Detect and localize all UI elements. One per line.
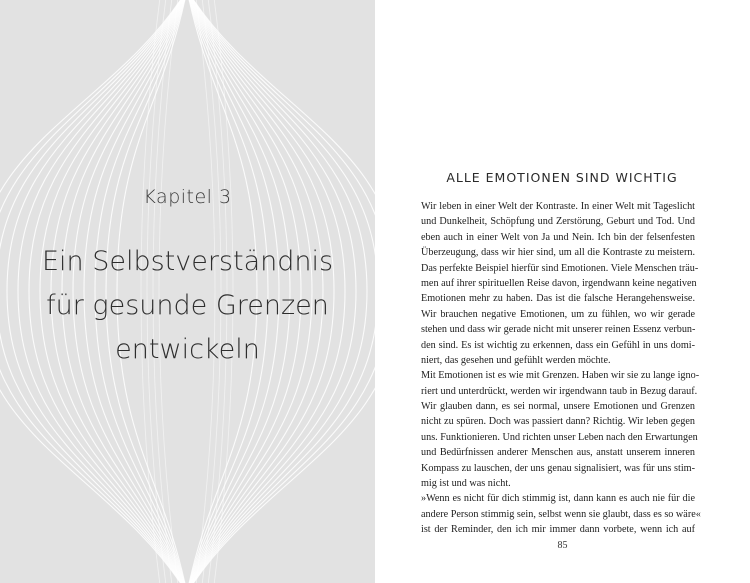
text-line: »Wenn es nicht für dich stimmig ist, dann kann es auch nie für die — [421, 493, 695, 505]
text-line: den sind. Es ist wichtig zu erkennen, dass ein Gefühl in uns domi- — [421, 339, 695, 351]
text-line: nicht zu spüren. Doch was passiert dann? Richtig. Wir leben gegen — [421, 416, 695, 428]
chapter-title-line: für gesunde Grenzen — [46, 290, 329, 321]
text-line: Das perfekte Beispiel hierfür sind Emotionen. Viele Menschen träu- — [421, 262, 699, 274]
text-line: riert und unterdrückt, werden wir irgendwann taub in Bezug darauf. — [421, 385, 698, 397]
text-line: mig ist und was nicht. — [421, 478, 511, 490]
text-line: eben auch in einer Welt von Ja und Nein. Ich bin der felsenfesten — [421, 231, 695, 243]
text-line: Wir glauben dann, es sei normal, unsere Emotionen und Grenzen — [421, 401, 695, 413]
text-line: men auf ihrer spirituellen Reise davon, irgendwann keine negativen — [421, 277, 697, 289]
text-line: und Bedürfnissen anderer Menschen aus, anstatt unserem inneren — [421, 447, 695, 459]
text-page — [375, 0, 750, 583]
text-line: ist der Reminder, den ich mir immer dann vorbete, wenn ich auf — [421, 524, 695, 536]
text-line: Emotionen mehr zu haben. Das ist die falsche Herangehensweise. — [421, 293, 695, 305]
page-number: 85 — [557, 540, 568, 551]
chapter-title — [0, 240, 375, 372]
chapter-title-line: Ein Selbstverständnis — [41, 246, 334, 277]
text-line: Überzeugung, dass wir hier sind, um all die Kontraste zu meistern. — [421, 247, 695, 259]
chapter-label: Kapitel 3 — [143, 186, 232, 208]
text-line: uns. Funktionieren. Und richten unser Leben nach den Erwartungen — [421, 431, 698, 443]
text-line: Wir brauchen negative Emotionen, um zu fühlen, wo wir gerade — [421, 308, 695, 320]
text-line: Kompass zu lauschen, der uns genau signalisiert, was für uns stim- — [421, 462, 695, 474]
text-line: Wir leben in einer Welt der Kontraste. In einer Welt mit Tageslicht — [421, 201, 695, 212]
text-line: Mit Emotionen ist es wie mit Grenzen. Haben wir sie zu lange igno- — [421, 370, 700, 382]
text-line: niert, das gesehen und gefühlt werden möchte. — [421, 354, 611, 366]
text-line: stehen und dass wir gerade nicht mit unserer reinen Essenz verbun- — [421, 324, 696, 336]
text-line: andere Person stimmig sein, selbst wenn sie glaubt, dass es so wäre« — [421, 508, 701, 520]
text-line: und Dunkelheit, Schöpfung und Zerstörung, Geburt und Tod. Und — [421, 216, 695, 228]
section-heading: ALLE EMOTIONEN SIND WICHTIG — [446, 170, 678, 185]
body-text — [421, 199, 701, 538]
chapter-title-line: entwickeln — [115, 334, 260, 365]
